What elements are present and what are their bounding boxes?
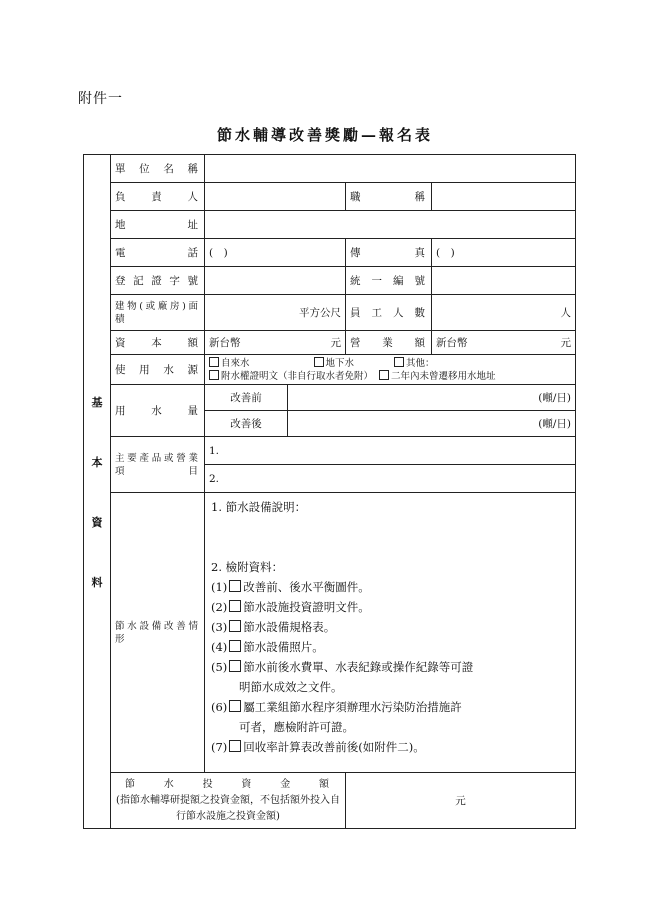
product-2-field[interactable]: 2. <box>205 465 576 493</box>
product-1-field[interactable]: 1. <box>205 437 576 465</box>
fax-field[interactable]: ( ) <box>432 239 576 267</box>
before-label: 改善前 <box>205 385 288 411</box>
checkbox-icon[interactable] <box>229 620 241 632</box>
unit-name-field[interactable] <box>205 155 576 183</box>
water-source-label: 使用水源 <box>111 355 205 385</box>
water-usage-label: 用水量 <box>111 385 205 437</box>
employees-label: 員工人數 <box>346 295 432 331</box>
attach-item-2[interactable]: (2) 節水設施投資證明文件。 <box>211 600 370 614</box>
after-usage-field[interactable] <box>288 411 576 437</box>
attach-item-3[interactable]: (3) 節水設備規格表。 <box>211 620 336 634</box>
employees-field[interactable] <box>432 295 576 331</box>
attach-item-1[interactable]: (1) 改善前、後水平衡圖件。 <box>211 580 370 594</box>
registration-form <box>83 154 576 829</box>
attach-item-4[interactable]: (4) 節水設備照片。 <box>211 640 324 654</box>
ws-tap-water[interactable]: 自來水 <box>209 357 250 370</box>
usage-unit: (噸/日) <box>538 418 572 430</box>
phone-label: 電話 <box>111 239 205 267</box>
unified-no-label: 統一編號 <box>346 267 432 295</box>
ws-no-relocation[interactable]: 二年內未曾遷移用水地址 <box>379 370 496 383</box>
attach-title: 2. 檢附資料： <box>211 560 284 574</box>
phone-field[interactable]: ( ) <box>205 239 346 267</box>
usage-unit: (噸/日) <box>538 392 572 404</box>
water-source-options <box>205 355 576 385</box>
job-title-field[interactable] <box>432 183 576 211</box>
building-area-label: 建物(或廠房)面積 <box>111 295 205 331</box>
equip-status-label: 節水設備改善情形 <box>111 493 205 773</box>
attach-item-5-cont: 明節水成效之文件。 <box>239 680 343 694</box>
fax-label: 傳真 <box>346 239 432 267</box>
checkbox-icon[interactable] <box>229 660 241 672</box>
capital-unit: 元 <box>330 337 341 349</box>
capital-prefix: 新台幣 <box>209 337 241 349</box>
basic-info-side-label: 基 本 資 料 <box>84 155 111 829</box>
ws-water-rights[interactable]: 附水權證明文（非自行取水者免附） <box>209 370 373 383</box>
checkbox-icon[interactable] <box>229 640 241 652</box>
job-title-label: 職稱 <box>346 183 432 211</box>
responsible-label: 負責人 <box>111 183 205 211</box>
investment-label <box>111 773 346 829</box>
checkbox-icon[interactable] <box>314 357 324 367</box>
attach-item-5[interactable]: (5) 節水前後水費單、水表紀錄或操作紀錄等可證 <box>211 660 474 674</box>
building-area-field[interactable] <box>205 295 346 331</box>
attach-item-6-cont: 可者，應檢附許可證。 <box>239 720 354 734</box>
capital-field[interactable] <box>205 331 346 355</box>
checkbox-icon[interactable] <box>394 357 404 367</box>
reg-no-field[interactable] <box>205 267 346 295</box>
area-unit: 平方公尺 <box>299 307 341 319</box>
checkbox-icon[interactable] <box>229 740 241 752</box>
attach-item-7[interactable]: (7) 回收率計算表改善前後(如附件二)。 <box>211 740 425 754</box>
revenue-label: 營業額 <box>346 331 432 355</box>
ws-other[interactable]: 其他： <box>394 357 435 370</box>
capital-label: 資本額 <box>111 331 205 355</box>
unified-no-field[interactable] <box>432 267 576 295</box>
address-label: 地址 <box>111 211 205 239</box>
ws-groundwater[interactable]: 地下水 <box>314 357 355 370</box>
checkbox-icon[interactable] <box>379 370 389 380</box>
attach-item-6[interactable]: (6) 屬工業組節水程序須辦理水污染防治措施許 <box>211 700 462 714</box>
unit-name-label: 單位名稱 <box>111 155 205 183</box>
revenue-unit: 元 <box>560 337 572 349</box>
revenue-prefix: 新台幣 <box>436 337 468 349</box>
employees-unit: 人 <box>560 307 572 319</box>
checkbox-icon[interactable] <box>209 370 219 380</box>
form-title: 節水輔導改善獎勵—報名表 <box>216 126 433 144</box>
products-label: 主要產品或營業項目 <box>111 437 205 493</box>
investment-unit: 元 <box>455 795 466 807</box>
revenue-field[interactable] <box>432 331 576 355</box>
reg-no-label: 登記證字號 <box>111 267 205 295</box>
equip-desc: 1. 節水設備說明： <box>211 500 307 514</box>
checkbox-icon[interactable] <box>229 600 241 612</box>
before-usage-field[interactable] <box>288 385 576 411</box>
investment-field[interactable] <box>346 773 576 829</box>
address-field[interactable] <box>205 211 576 239</box>
checkbox-icon[interactable] <box>209 357 219 367</box>
equip-status-field[interactable] <box>205 493 576 773</box>
checkbox-icon[interactable] <box>229 580 241 592</box>
annex-label: 附件一 <box>78 91 123 107</box>
investment-note: (指節水輔導研提額之投資金額，不包括額外投入自行節水設施之投資金額) <box>116 794 340 822</box>
checkbox-icon[interactable] <box>229 700 241 712</box>
responsible-field[interactable] <box>205 183 346 211</box>
after-label: 改善後 <box>205 411 288 437</box>
investment-title: 節水投資金額 <box>125 778 331 790</box>
